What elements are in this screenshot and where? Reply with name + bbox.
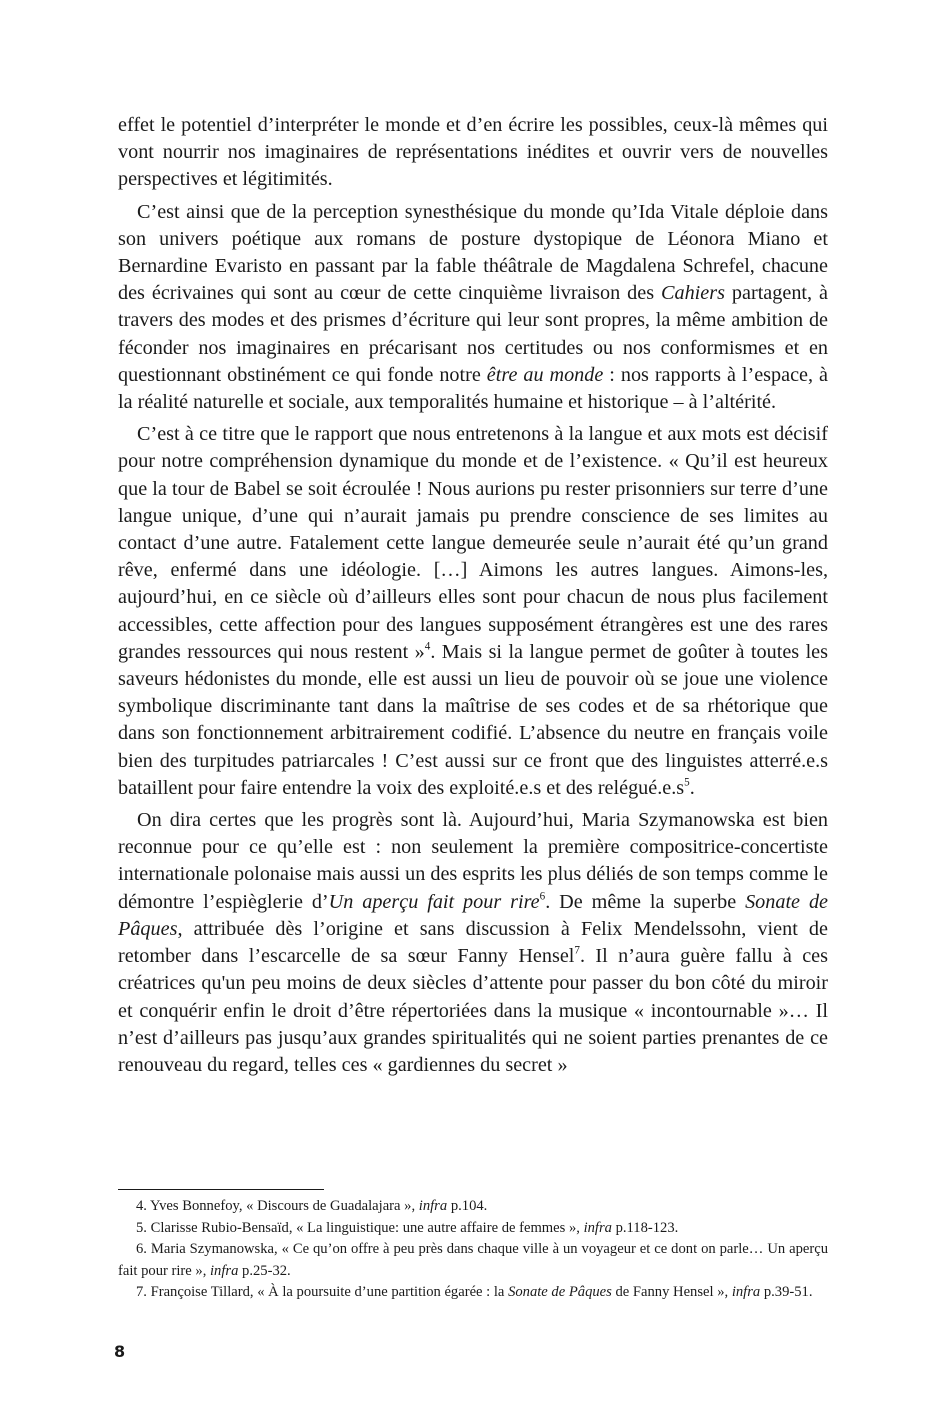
- text-run: 4. Yves Bonnefoy, « Discours de Guadalajara »,: [136, 1198, 419, 1214]
- text-run: 6. Maria Szymanowska, « Ce qu’on offre à peu près dans chaque ville à un voyageur et ce dont on parle… Un aperçu fait pour rire »,: [118, 1241, 828, 1279]
- footnote: [118, 1239, 828, 1282]
- italic-text: Sonate de Pâques: [118, 890, 828, 940]
- text-run: p.118-123.: [611, 1219, 679, 1236]
- italic-text: Un aperçu fait pour rire: [328, 890, 540, 913]
- footnote: [118, 1218, 828, 1240]
- footnote: [118, 1196, 828, 1218]
- body-text: [118, 112, 828, 1079]
- footnotes: [118, 1196, 828, 1304]
- italic-text: infra: [583, 1219, 612, 1236]
- text-run: de Fanny Hensel »,: [611, 1284, 732, 1301]
- italic-text: infra: [210, 1262, 239, 1279]
- italic-text: Cahiers: [661, 282, 725, 305]
- footnote-ref: 5: [684, 776, 690, 789]
- italic-text: être au monde: [486, 363, 604, 386]
- main-text-block: [118, 112, 828, 1084]
- text-run: On dira certes que les progrès sont là. Aujourd’hui, Maria Szymanowska est bien reconnue pour ce qu’elle est : non seulement la première compositrice-concertiste internationale polonaise mais aussi un des esprits les plus déliés de son temps comme le démontre l’espièglerie d’: [118, 809, 828, 913]
- text-run: effet le potentiel d’interpréter le monde et d’en écrire les possibles, ceux-là mêmes qui vont nourrir nos imaginaires de représentations inédites et ouvrir vers de nouvelles perspectives et légitimités.: [118, 114, 828, 191]
- italic-text: Sonate de Pâques: [508, 1284, 612, 1301]
- footnote-ref: 6: [539, 890, 546, 903]
- text-run: . Il n’aura guère fallu à ces créatrices qu'un peu moins de deux siècles d’attente pour passer du bon côté du miroir et conquérir enfin le droit d’être répertoriées dans la musique « incontournable »… Il n’est d’ailleurs pas jusqu’aux grandes spiritualités qui ne soient parties prenantes de ce renouveau du regard, telles ces « gardiennes du secret »: [118, 945, 828, 1076]
- footnote-divider: [118, 1189, 324, 1190]
- italic-text: infra: [418, 1198, 448, 1214]
- italic-text: infra: [731, 1284, 761, 1301]
- text-run: p.25-32.: [238, 1262, 291, 1279]
- text-run: .: [689, 776, 695, 799]
- paragraph: [118, 421, 828, 802]
- text-run: p.104.: [447, 1198, 488, 1214]
- paragraph: [118, 112, 828, 194]
- text-run: C’est ainsi que de la perception synesthésique du monde qu’Ida Vitale déploie dans son univers poétique aux romans de posture dystopique de Léonora Miano et Bernardine Evaristo en passant par la fable théâtrale de Magdalena Schrefel, chacune des écrivaines qui sont au cœur de cette cinquième livraison des: [118, 200, 828, 305]
- text-run: 5. Clarisse Rubio-Bensaïd, « La linguistique: une autre affaire de femmes »,: [136, 1219, 584, 1236]
- text-run: partagent, à travers des modes et des prismes d’écriture qui leur sont propres, la même ambition de féconder nos imaginaires en précarisant nos certitudes ou nos conformismes et en questionnant obstinément ce qui fonde notre: [118, 282, 828, 386]
- paragraph: [118, 807, 828, 1079]
- paragraph: [118, 199, 828, 417]
- text-run: : nos rapports à l’espace, à la réalité naturelle et sociale, aux temporalités humaine et historique – à l’altérité.: [118, 363, 828, 414]
- text-run: , attribuée dès l’origine et sans discussion à Felix Mendelssohn, vient de retomber dans l’escarcelle de sa sœur Fanny Hensel: [118, 917, 828, 968]
- footnote-ref: 4: [424, 640, 431, 653]
- text-run: p.39-51.: [760, 1284, 813, 1301]
- footnote: [118, 1282, 828, 1304]
- text-run: C’est à ce titre que le rapport que nous entretenons à la langue et aux mots est décisif pour notre compréhension dynamique du monde et de l’existence. « Qu’il est heureux que la tour de Babel se soit écroulée ! Nous aurions pu rester prisonniers sur terre d’une langue unique, d’une qui n’aurait jamais pu prendre conscience de ses limites au contact d’une autre. Fatalement cette langue demeurée seule n’aurait été qu’un grand rêve, enfermé dans une idéologie. […] Aimons les autres langues. Aimons-les, aujourd’hui, en ce siècle où d’ailleurs elles sont pour chacun de nous plus facilement accessibles, cette affection pour des langues supposément étrangères est une des rares grandes ressources qui nous restent »: [118, 423, 828, 663]
- text-run: . Mais si la langue permet de goûter à toutes les saveurs hédonistes du monde, elle est aussi un lieu de pouvoir où se joue une violence symbolique discriminante tant dans la maîtrise de ses codes et de sa rhétorique que dans son fonctionnement arbitrairement codifié. L’absence du neutre en français voile bien des turpitudes patriarcales ! C’est aussi sur ce front que des linguistes atterré.e.s bataillent pour faire entendre la voix des exploité.e.s et des relégué.e.s: [118, 640, 828, 799]
- text-run: 7. Françoise Tillard, « À la poursuite d’une partition égarée : la: [136, 1284, 509, 1301]
- footnote-ref: 7: [574, 944, 580, 957]
- text-run: . De même la superbe: [545, 890, 746, 913]
- page-number: 8: [114, 1342, 126, 1361]
